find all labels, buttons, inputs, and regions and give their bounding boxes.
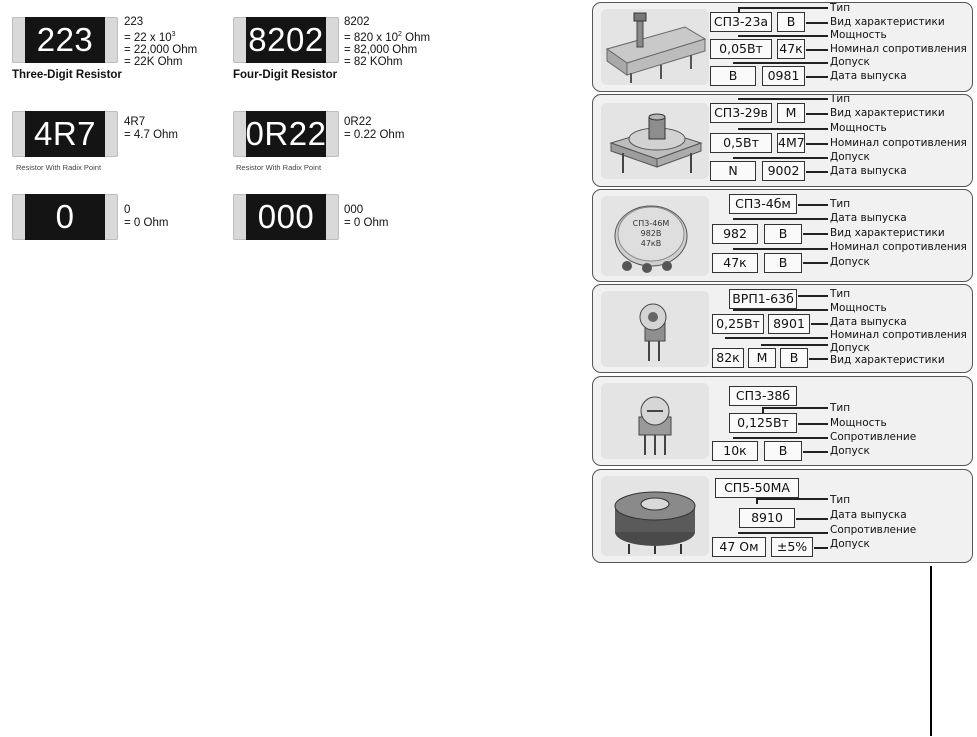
potentiometer-panel-4 (592, 284, 973, 373)
label-type: Тип (830, 494, 851, 506)
label-type: Тип (830, 198, 851, 210)
resistor-description: 223 = 22 x $10^3$ = 22,000 Ohm = 22K Ohm (124, 16, 198, 69)
resistor-description: 0 = 0 Ohm (124, 204, 169, 229)
marking-tolerance: В (710, 66, 756, 86)
resistor-caption: Resistor With Radix Point (16, 163, 102, 172)
label-date: Дата выпуска (830, 509, 907, 521)
slide-potentiometer-photo (601, 9, 709, 85)
potentiometer-panel-5 (592, 376, 973, 466)
marking-characteristic: В (764, 224, 802, 244)
marking-resistance: 10к (712, 441, 758, 461)
resistor-chip (233, 17, 339, 63)
label-characteristic: Вид характеристики (830, 354, 945, 366)
photo-text: 47кВ (640, 239, 662, 248)
label-date: Дата выпуска (830, 70, 907, 82)
label-tolerance: Допуск (830, 151, 870, 163)
label-tolerance: Допуск (830, 538, 870, 550)
marking-resistance: 47к (712, 253, 758, 273)
rotary-potentiometer-photo (601, 103, 709, 179)
marking-resistance: 82к (712, 348, 744, 368)
photo-text: СП3-46М (632, 219, 670, 228)
label-resistance: Сопротивление (830, 524, 917, 536)
marking-date: 8910 (739, 508, 795, 528)
marking-type: СП3-4бм (729, 194, 797, 214)
photo-text: 982В (640, 229, 662, 238)
label-resistance: Номинал сопротивления (830, 329, 967, 341)
marking-power: 0,125Вт (729, 413, 797, 433)
resistor-description: 000 = 0 Ohm (344, 204, 389, 229)
marking-type: ВРП1-63б (729, 289, 797, 309)
marking-characteristic: М (777, 103, 805, 123)
resistor-description: 4R7 = 4.7 Ohm (124, 116, 179, 141)
resistor-chip (12, 194, 118, 240)
label-characteristic: Вид характеристики (830, 227, 945, 239)
label-power: Мощность (830, 29, 887, 41)
marking-date: 0981 (762, 66, 805, 86)
resistor-code: 8202 (248, 21, 324, 58)
multiturn-potentiometer-photo (601, 476, 709, 556)
resistor-chip (233, 111, 339, 157)
resistor-chip (233, 194, 339, 240)
potentiometer-panel-3 (592, 189, 973, 282)
marking-tolerance: ±5% (771, 537, 813, 557)
marking-resistance: 4М7 (777, 133, 805, 153)
small-trimmer-photo (601, 383, 709, 459)
marking-tolerance: N (710, 161, 756, 181)
resistor-caption: Three-Digit Resistor (12, 69, 122, 81)
resistor-caption: Four-Digit Resistor (233, 69, 338, 81)
resistor-chip (12, 111, 118, 157)
potentiometer-panel-6 (592, 469, 973, 563)
label-characteristic: Вид характеристики (830, 16, 945, 28)
marking-tolerance: В (764, 441, 802, 461)
resistor-chip (12, 17, 118, 63)
label-resistance: Номинал сопротивления (830, 137, 967, 149)
vertical-rule (930, 566, 932, 736)
label-tolerance: Допуск (830, 445, 870, 457)
marking-date: 8901 (768, 314, 810, 334)
round-potentiometer-photo (601, 196, 709, 276)
resistor-code: 4R7 (33, 115, 97, 152)
trimmer-potentiometer-photo (601, 291, 709, 367)
label-power: Мощность (830, 302, 887, 314)
label-date: Дата выпуска (830, 316, 907, 328)
marking-power: 0,05Вт (710, 39, 772, 59)
label-resistance: Номинал сопротивления (830, 43, 967, 55)
label-type: Тип (830, 402, 851, 414)
marking-power: 0,5Вт (710, 133, 772, 153)
resistor-caption: Resistor With Radix Point (236, 163, 322, 172)
marking-characteristic: В (780, 348, 808, 368)
marking-date: 982 (712, 224, 758, 244)
marking-resistance: 47к (777, 39, 805, 59)
marking-type: СП3-38б (729, 386, 797, 406)
label-type: Тип (830, 2, 851, 14)
marking-tolerance: В (764, 253, 802, 273)
label-power: Мощность (830, 122, 887, 134)
marking-type: СП3-23а (710, 12, 772, 32)
marking-date: 9002 (762, 161, 805, 181)
resistor-code: 223 (36, 21, 94, 58)
label-date: Дата выпуска (830, 165, 907, 177)
resistor-description: 8202 = 820 x $10^2$ Ohm = 82,000 Ohm = 82 KOhm (344, 16, 431, 69)
marking-tolerance: М (748, 348, 776, 368)
label-date: Дата выпуска (830, 212, 907, 224)
resistor-code: 000 (257, 198, 315, 235)
marking-type: СП3-29в (710, 103, 772, 123)
marking-type: СП5-50МА (715, 478, 799, 498)
potentiometer-panel-2 (592, 94, 973, 187)
label-type: Тип (830, 94, 851, 105)
resistor-code: 0R22 (245, 115, 327, 152)
label-tolerance: Допуск (830, 342, 870, 354)
marking-characteristic: В (777, 12, 805, 32)
potentiometer-panel-1 (592, 2, 973, 92)
label-characteristic: Вид характеристики (830, 107, 945, 119)
marking-resistance: 47 Ом (712, 537, 766, 557)
marking-power: 0,25Вт (712, 314, 764, 334)
resistor-code: 0 (55, 198, 75, 235)
resistor-description: 0R22 = 0.22 Ohm (344, 116, 405, 141)
label-type: Тип (830, 288, 851, 300)
label-power: Мощность (830, 417, 887, 429)
label-tolerance: Допуск (830, 256, 870, 268)
label-tolerance: Допуск (830, 56, 870, 68)
label-resistance: Номинал сопротивления (830, 241, 967, 253)
label-resistance: Сопротивление (830, 431, 917, 443)
